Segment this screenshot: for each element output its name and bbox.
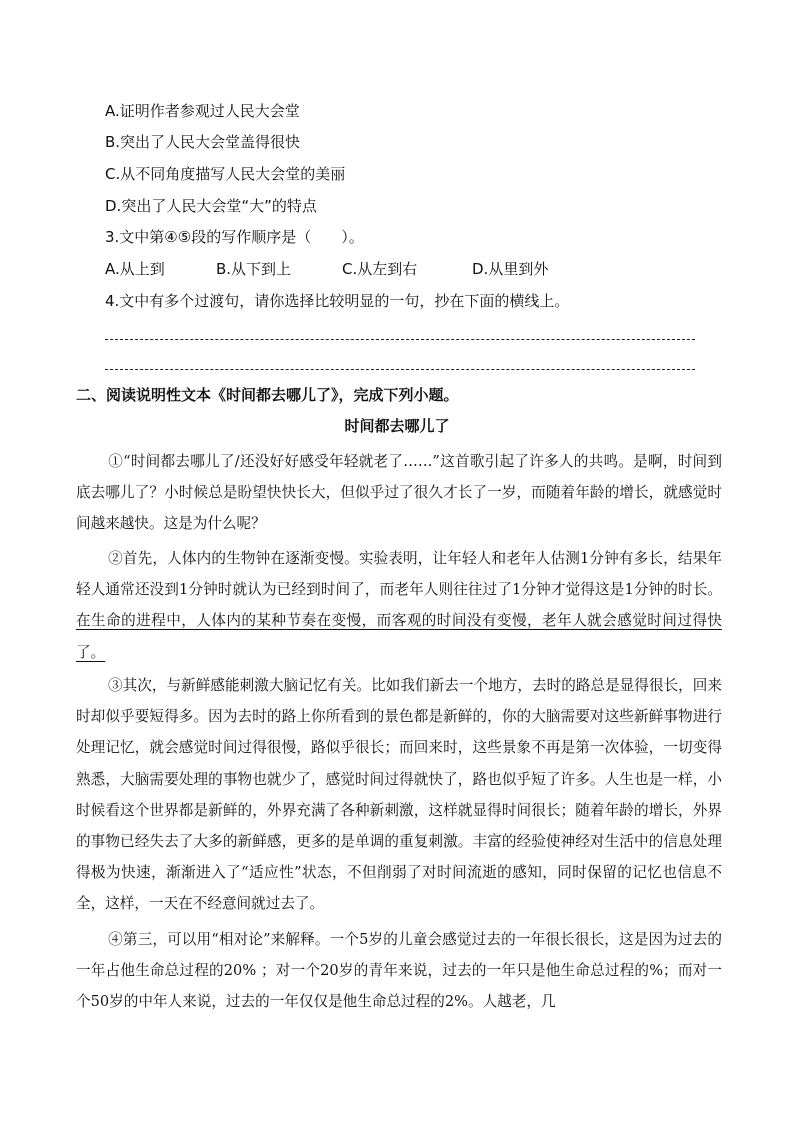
paragraph-3 [76,670,722,920]
q3-option-d: D.从里到外 [472,260,549,278]
paragraph-3-text: ③其次，与新鲜感能刺激大脑记忆有关。比如我们新去一个地方，去时的路总是显得很长，回来时却似乎要短得多。因为去时的路上你所看到的景色都是新鲜的，你的大脑需要对这些新鲜事物进行处理记忆，就会感觉时间过得很慢，路似乎很长；而回来时，这些景象不再是第一次体验，一切变得熟悉，大脑需要处理的事物也就少了，感觉时间过得就快了，路也似乎短了许多。人生也是一样，小时候看这个世界都是新鲜的，外界充满了各种新刺激，这样就显得时间很长；随着年龄的增长，外界的事物已经失去了大多的新鲜感，更多的是单调的重复刺激。丰富的经验使神经对生活中的信息处理得极为快速，渐渐进入了“适应性”状态，不但削弱了对时间流逝的感知，同时保留的记忆也信息不全，这样，一天在不经意间就过去了。 [76,677,722,913]
q2-option-d: D.突出了人民大会堂“大”的特点 [105,197,317,215]
q3-option-b: B.从下到上 [216,260,292,278]
answer-line-2[interactable] [105,369,695,370]
underlined-sentence: 在生命的进程中，人体内的某种节奏在变慢，而客观的时间没有变慢，老年人就会感觉时间过得快了。 [76,612,722,661]
q3-stem: 3.文中第④⑤段的写作顺序是（ ）。 [105,228,364,246]
paragraph-2 [76,543,722,668]
paragraph-2-text: ②首先，人体内的生物钟在逐渐变慢。实验表明，让年轻人和老年人估测1分钟有多长，结果年轻人通常还没到1分钟时就认为已经到时间了，而老年人则往往过了1分钟才觉得这是1分钟的时长。 [76,550,722,599]
paragraph-4 [76,924,722,1018]
section-heading: 二、阅读说明性文本《时间都去哪儿了》，完成下列小题。 [76,386,459,404]
paragraph-4-text: ④第三，可以用“相对论”来解释。一个5岁的儿童会感觉过去的一年很长很长，这是因为过去的一年占他生命总过程的20% ；对一个20岁的青年来说，过去的一年只是他生命总过程的%；而对一个50岁的中年人来说，过去的一年仅仅是他生命总过程的2%。人越老，几 [76,931,722,1011]
paragraph-1-text: ①“时间都去哪儿了/还没好好感受年轻就老了……”这首歌引起了许多人的共鸣。是啊，时间到底去哪儿了？小时候总是盼望快快长大，但似乎过了很久才长了一岁，而随着年龄的增长，就感觉时间越来越快。这是为什么呢？ [76,453,722,533]
article-title: 时间都去哪儿了 [344,417,450,435]
q3-option-c: C.从左到右 [342,260,418,278]
paragraph-1 [76,446,722,540]
q2-option-a: A.证明作者参观过人民大会堂 [105,102,300,120]
q4-stem: 4.文中有多个过渡句，请你选择比较明显的一句，抄在下面的横线上。 [105,292,570,310]
q2-option-c: C.从不同角度描写人民大会堂的美丽 [105,165,346,183]
q2-option-b: B.突出了人民大会堂盖得很快 [105,133,301,151]
answer-line-1[interactable] [105,339,695,340]
q3-option-a: A.从上到 [105,260,165,278]
